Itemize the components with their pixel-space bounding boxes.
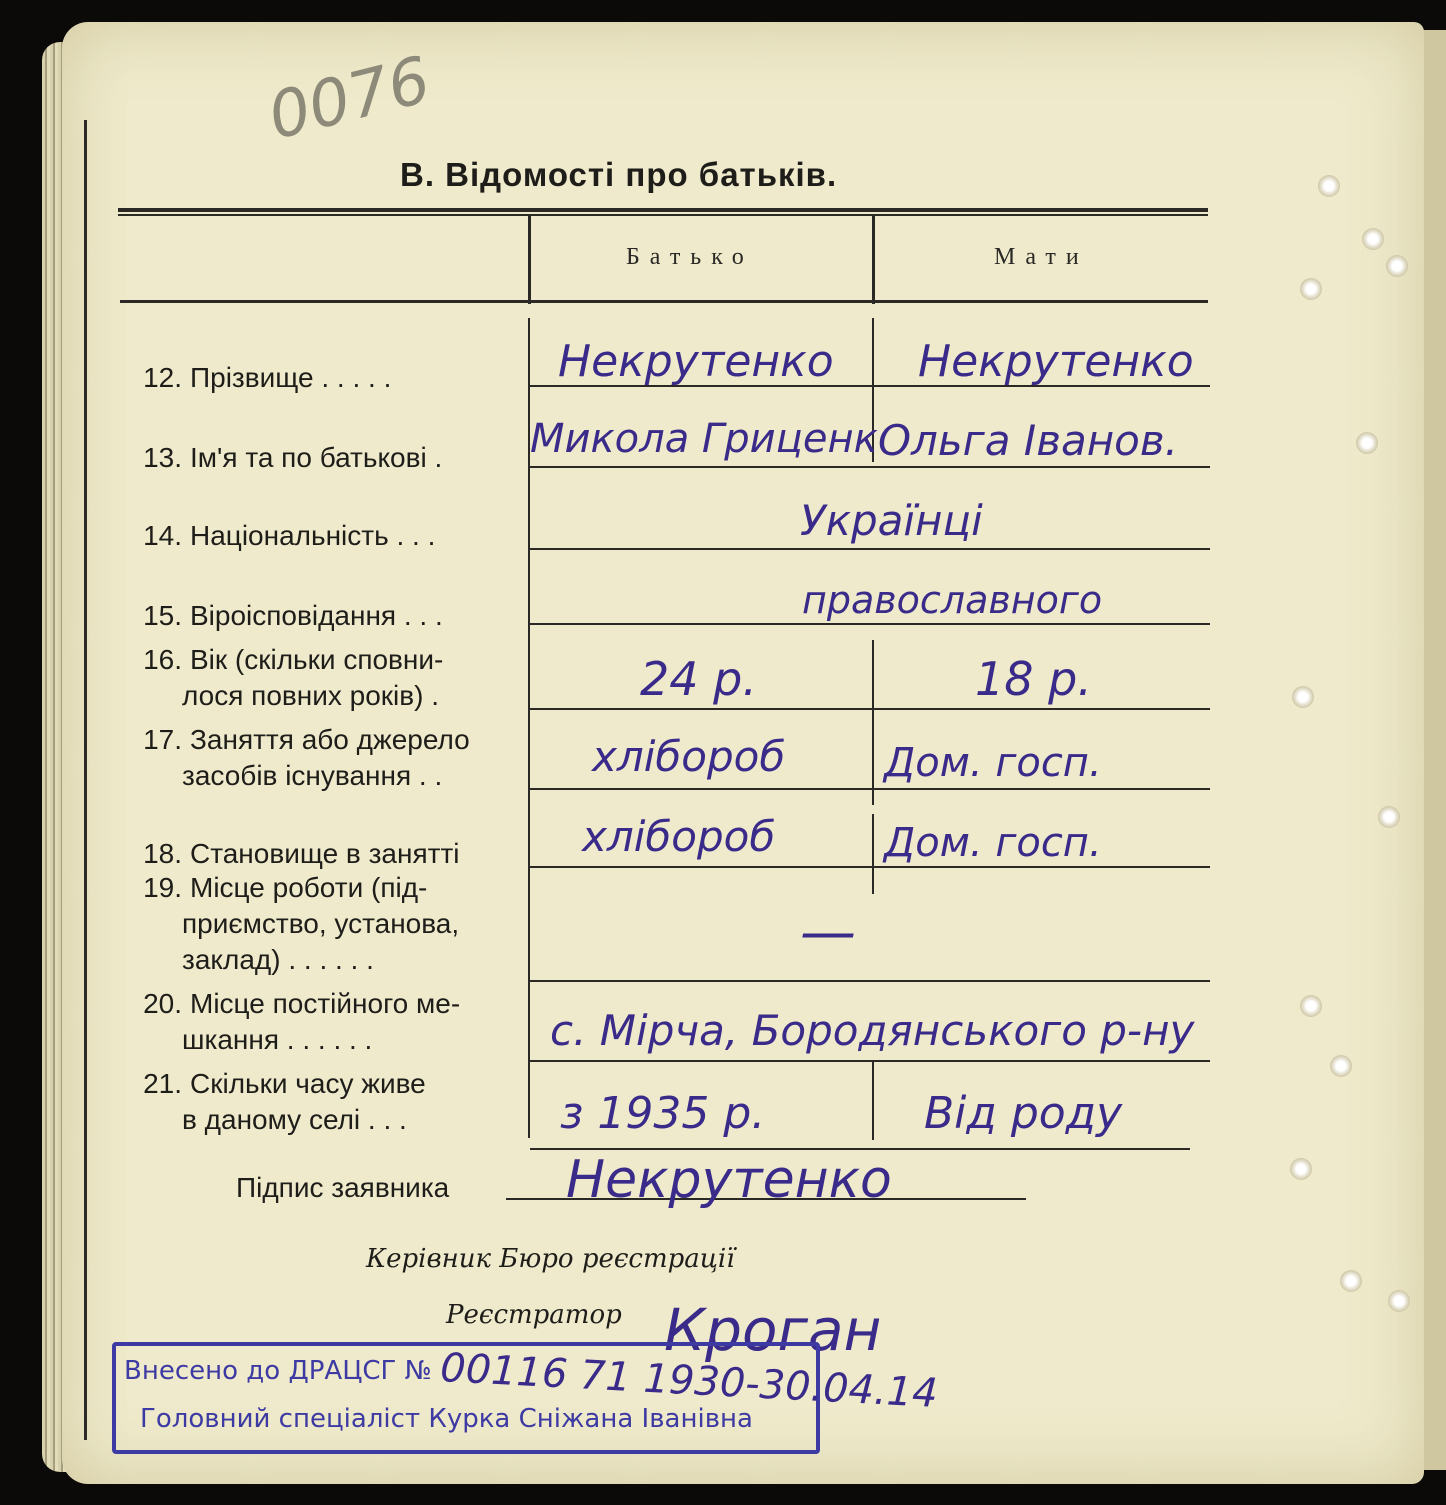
father-position: хлібороб: [582, 812, 776, 861]
father-surname: Некрутенко: [558, 336, 834, 387]
mother-surname: Некрутенко: [918, 336, 1194, 387]
mother-age: 18 р.: [975, 652, 1092, 706]
nationality-value: Українці: [800, 496, 983, 545]
section-title: В. Відомості про батьків.: [400, 156, 838, 193]
stamp-line-1: Внесено до ДРАЦСГ №: [124, 1356, 432, 1386]
row-label-age: 16. Вік (скільки сповни- лося повних років) .: [143, 644, 444, 711]
row-label-duration: 21. Скільки часу живе в даному селі . . .: [143, 1068, 426, 1135]
column-header-father: Батько: [626, 244, 754, 270]
stamp-line-2: Головний спеціаліст Курка Сніжана Іванівна: [140, 1404, 753, 1434]
row-label-nationality: 14. Національність . . .: [143, 520, 436, 551]
archive-number: 0076: [261, 43, 438, 155]
registrar-label: Реєстратор: [446, 1300, 622, 1330]
row-label-occupation: 17. Заняття або джерело засобів існування . .: [143, 724, 470, 791]
bureau-head-label: Керівник Бюро реєстрації: [366, 1244, 735, 1274]
row-label-surname: 12. Прізвище . . . . .: [143, 362, 392, 393]
residence-value: с. Мірча, Бородянського р-ну: [550, 1006, 1195, 1055]
row-label-position: 18. Становище в занятті: [143, 838, 460, 869]
religion-value: православного: [802, 578, 1103, 622]
father-occupation: хлібороб: [592, 732, 786, 781]
column-header-mother: Мати: [994, 244, 1089, 270]
row-label-name: 13. Ім'я та по батькові .: [143, 442, 443, 473]
registrar-signature: Кроган: [664, 1296, 882, 1364]
applicant-signature-label: Підпис заявника: [236, 1172, 450, 1203]
father-name: Микола Гриценк: [530, 416, 878, 462]
mother-name: Ольга Іванов.: [878, 416, 1178, 465]
stamp-handwritten-number: 00116 71 1930-30.04.14: [439, 1345, 939, 1417]
row-label-religion: 15. Віроісповідання . . .: [143, 600, 443, 631]
row-label-workplace: 19. Місце роботи (під- приємство, установа, заклад) . . . . . .: [143, 872, 460, 975]
applicant-signature: Некрутенко: [566, 1150, 892, 1210]
workplace-value: —: [800, 900, 856, 965]
father-duration: з 1935 р.: [560, 1088, 766, 1139]
page-spine: [84, 120, 87, 1440]
mother-duration: Від роду: [924, 1088, 1123, 1139]
father-age: 24 р.: [640, 652, 757, 706]
mother-position: Дом. госп.: [884, 820, 1102, 866]
row-label-residence: 20. Місце постійного ме- шкання . . . . . .: [143, 988, 461, 1055]
mother-occupation: Дом. госп.: [884, 740, 1102, 786]
